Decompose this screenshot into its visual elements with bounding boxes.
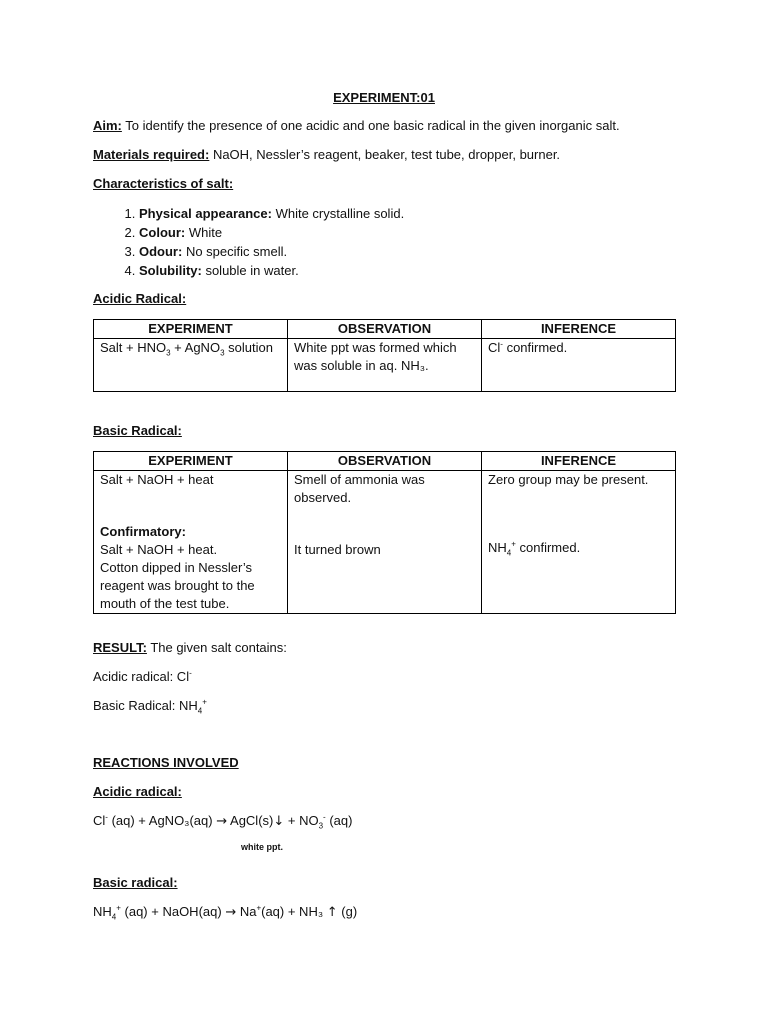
page-title: EXPERIMENT:01 xyxy=(333,90,435,105)
item-label: Colour: xyxy=(139,225,186,240)
item-value: White crystalline solid. xyxy=(271,206,405,221)
observation-cell: White ppt was formed which was soluble in aq. NH₃. xyxy=(288,339,482,392)
white-ppt-note: white ppt. xyxy=(241,842,283,852)
cell-text: It turned brown xyxy=(294,542,381,557)
table-header-row xyxy=(94,320,676,339)
cell-text: Salt + NaOH + heat. xyxy=(100,542,218,557)
result-acidic-text: Acidic radical: Cl xyxy=(93,669,190,684)
basic-radical-table xyxy=(93,451,676,614)
characteristics-list xyxy=(93,204,404,280)
superscript: - xyxy=(500,339,503,349)
equation-part: + NO xyxy=(284,813,319,828)
materials-text: NaOH, Nessler’s reagent, beaker, test tube, dropper, burner. xyxy=(209,147,561,162)
reactions-heading xyxy=(93,755,239,770)
reactions-heading-text: REACTIONS INVOLVED xyxy=(93,755,239,770)
aim-label: Aim: xyxy=(93,118,122,133)
item-value: White xyxy=(185,225,223,240)
item-label: Solubility: xyxy=(139,263,202,278)
result-basic-line xyxy=(93,697,207,716)
superscript: - xyxy=(105,812,108,822)
right-arrow-icon: → xyxy=(216,814,228,829)
list-item xyxy=(139,261,404,280)
basic-equation xyxy=(93,904,357,920)
equation-part: (aq) + NaOH(aq) xyxy=(120,904,226,919)
aim-line xyxy=(93,118,620,133)
item-label: Odour: xyxy=(139,244,183,259)
result-line xyxy=(93,640,287,655)
superscript: + xyxy=(116,903,121,913)
acidic-reaction-heading xyxy=(93,784,182,799)
spacer xyxy=(100,507,281,523)
cell-text: Cl xyxy=(488,340,501,355)
result-label: RESULT: xyxy=(93,640,147,655)
list-item xyxy=(139,204,404,223)
equation-part: (aq) xyxy=(325,813,353,828)
result-basic-text: Basic Radical: NH xyxy=(93,698,198,713)
column-header: INFERENCE xyxy=(482,320,676,339)
result-text: The given salt contains: xyxy=(146,640,287,655)
cell-text: solution xyxy=(224,340,273,355)
list-item xyxy=(139,223,404,242)
item-value: No specific smell. xyxy=(182,244,288,259)
cell-text: Salt + HNO xyxy=(100,340,167,355)
cell-text xyxy=(488,539,669,557)
spacer xyxy=(488,507,669,539)
inference-cell xyxy=(482,471,676,614)
acidic-radical-table xyxy=(93,319,676,392)
down-arrow-icon: ↓ xyxy=(273,814,285,829)
acidic-radical-heading xyxy=(93,291,186,306)
equation-part: Cl xyxy=(93,813,106,828)
equation-part: (aq) + NH₃ xyxy=(261,904,327,919)
superscript: + xyxy=(256,903,262,913)
subscript: 4 xyxy=(111,912,117,922)
subscript: 4 xyxy=(197,706,203,716)
subscript: 4 xyxy=(506,548,512,558)
characteristics-heading xyxy=(93,176,233,191)
characteristics-heading-text: Characteristics of salt: xyxy=(93,176,234,191)
item-label: Physical appearance: xyxy=(139,206,272,221)
cell-text: + AgNO xyxy=(170,340,221,355)
table-row xyxy=(94,471,676,614)
list-item xyxy=(139,242,404,261)
equation-part: NH xyxy=(93,904,112,919)
column-header: EXPERIMENT xyxy=(94,452,288,471)
right-arrow-icon: → xyxy=(225,905,237,920)
basic-reaction-heading xyxy=(93,875,178,890)
cell-text: Zero group may be present. xyxy=(488,472,649,487)
cell-text: Smell of ammonia was observed. xyxy=(294,472,425,505)
basic-reaction-heading-text: Basic radical: xyxy=(93,875,178,890)
cell-text: Cotton dipped in Nessler’s reagent was brought to the mouth of the test tube. xyxy=(100,560,255,611)
subscript: 3 xyxy=(318,821,324,831)
confirmatory-label: Confirmatory: xyxy=(100,524,186,539)
column-header: INFERENCE xyxy=(482,452,676,471)
superscript: - xyxy=(189,668,192,678)
basic-radical-heading-text: Basic Radical: xyxy=(93,423,182,438)
column-header: EXPERIMENT xyxy=(94,320,288,339)
materials-line xyxy=(93,147,560,162)
table-row xyxy=(94,339,676,392)
equation-part: Na xyxy=(236,904,257,919)
cell-text: confirmed. xyxy=(502,340,568,355)
observation-cell xyxy=(288,471,482,614)
result-acidic-line xyxy=(93,669,192,684)
equation-part: (aq) + AgNO₃(aq) xyxy=(107,813,217,828)
acidic-radical-heading-text: Acidic Radical: xyxy=(93,291,187,306)
subscript: 3 xyxy=(166,348,171,358)
subscript: 3 xyxy=(220,348,225,358)
experiment-cell xyxy=(94,339,288,392)
inference-cell xyxy=(482,339,676,392)
basic-radical-heading xyxy=(93,423,182,438)
experiment-cell xyxy=(94,471,288,614)
equation-part: AgCl(s) xyxy=(227,813,274,828)
acidic-reaction-heading-text: Acidic radical: xyxy=(93,784,182,799)
column-header: OBSERVATION xyxy=(288,320,482,339)
superscript: + xyxy=(511,539,516,549)
item-value: soluble in water. xyxy=(201,263,299,278)
superscript: - xyxy=(323,812,326,822)
cell-text: NH xyxy=(488,540,507,555)
equation-part: (g) xyxy=(337,904,358,919)
acidic-equation xyxy=(93,813,352,829)
up-arrow-icon: ↑ xyxy=(326,905,338,920)
cell-text: confirmed. xyxy=(515,540,581,555)
spacer xyxy=(294,507,475,541)
table-header-row xyxy=(94,452,676,471)
superscript: + xyxy=(202,697,207,707)
materials-label: Materials required: xyxy=(93,147,210,162)
column-header: OBSERVATION xyxy=(288,452,482,471)
aim-text: To identify the presence of one acidic and one basic radical in the given inorganic salt. xyxy=(121,118,620,133)
cell-text: Salt + NaOH + heat xyxy=(100,472,214,487)
